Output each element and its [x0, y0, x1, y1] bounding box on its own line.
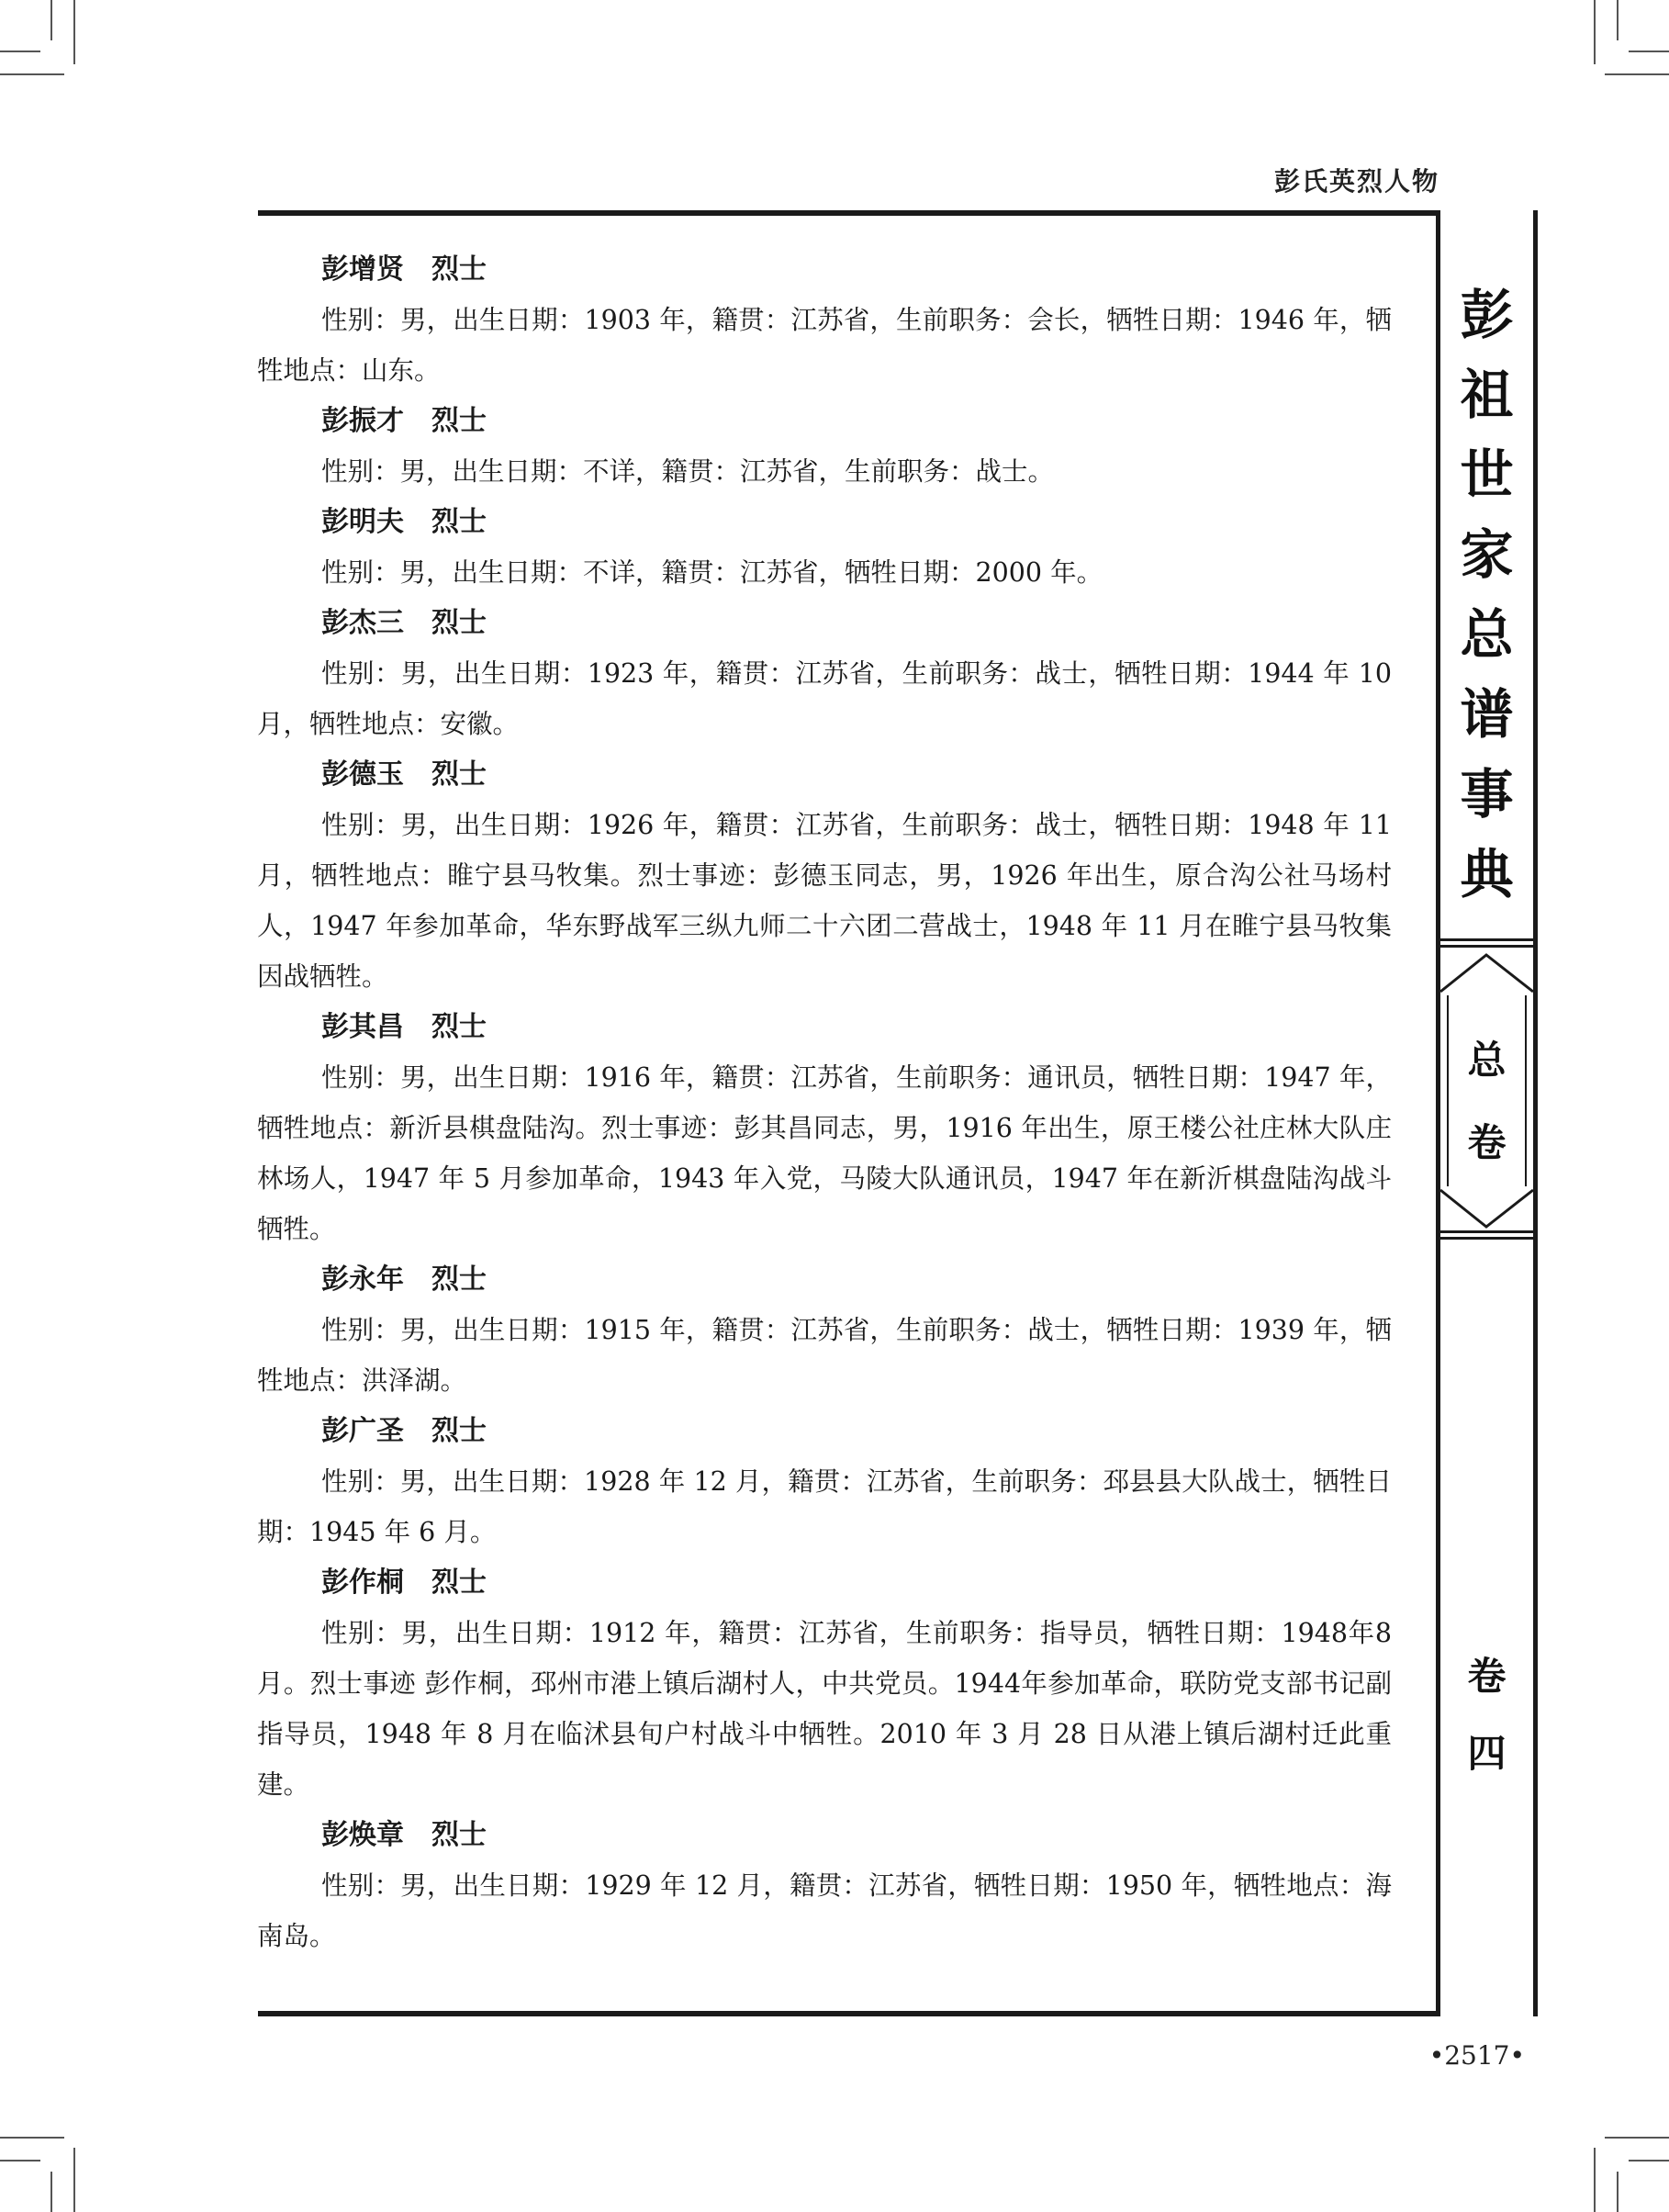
entry [257, 598, 1392, 749]
book-title-char: 彭 [1460, 284, 1514, 346]
book-title-char: 谱 [1460, 683, 1514, 746]
entries-list [257, 244, 1392, 1961]
entry [257, 244, 1392, 396]
crop-mark [1629, 51, 1669, 52]
sidebar-separator [1440, 945, 1533, 948]
top-rule [258, 210, 1438, 216]
entry-body: 性别：男，出生日期：1903 年，籍贯：江苏省，生前职务：会长，牺牲日期：1946 年，牺牲地点：山东。 [257, 305, 1392, 386]
book-title-char: 事 [1460, 763, 1514, 825]
crop-mark [50, 2172, 52, 2212]
entry-name: 彭广圣 烈士 [321, 1415, 487, 1447]
crop-mark [1594, 2148, 1596, 2212]
entry-body: 性别：男，出生日期：1923 年，籍贯：江苏省，生前职务：战士，牺牲日期：1944 年 10 月，牺牲地点：安徽。 [257, 658, 1392, 739]
sidebar-border-right [1533, 210, 1538, 2016]
volume-char: 卷 [1467, 1654, 1507, 1699]
entry-name: 彭永年 烈士 [321, 1263, 487, 1296]
section-label [1440, 1019, 1533, 1185]
entry-body: 性别：男，出生日期：1928 年 12 月，籍贯：江苏省，生前职务：邳县县大队战士，牺牲日期：1945 年 6 月。 [257, 1466, 1392, 1547]
entry [257, 1002, 1392, 1254]
entry [257, 1557, 1392, 1810]
entry-name: 彭杰三 烈士 [321, 607, 487, 639]
entry-body: 性别：男，出生日期：1916 年，籍贯：江苏省，生前职务：通讯员，牺牲日期：1947 年，牺牲地点：新沂县棋盘陆沟。烈士事迹：彭其昌同志，男，1916 年出生，原王楼公社庄林大队庄林场人，1947 年 5 月参加革命，1943 年入党，马陵大队通讯员，1947 年在新沂棋盘陆沟战斗牺牲。 [257, 1062, 1392, 1244]
entry-name: 彭焕章 烈士 [321, 1819, 487, 1851]
crop-mark [0, 73, 64, 75]
bottom-rule [258, 2011, 1438, 2016]
sidebar-separator [1440, 1237, 1533, 1240]
entry [257, 749, 1392, 1002]
entry [257, 1810, 1392, 1961]
entry-body: 性别：男，出生日期：不详，籍贯：江苏省，牺牲日期：2000 年。 [321, 557, 1103, 588]
entry-body: 性别：男，出生日期：1915 年，籍贯：江苏省，生前职务：战士，牺牲日期：1939 年，牺牲地点：洪泽湖。 [257, 1315, 1392, 1396]
entry-name: 彭明夫 烈士 [321, 506, 487, 538]
section-char: 卷 [1467, 1120, 1507, 1165]
entry-name: 彭增贤 烈士 [321, 253, 487, 286]
crop-mark [1617, 2172, 1619, 2212]
entry [257, 497, 1392, 598]
crop-mark [0, 2137, 64, 2139]
crop-mark [0, 2160, 40, 2161]
entry-name: 彭作桐 烈士 [321, 1566, 487, 1599]
entry-body: 性别：男，出生日期：1912 年，籍贯：江苏省，生前职务：指导员，牺牲日期：1948年8月。烈士事迹 彭作桐，邳州市港上镇后湖村人，中共党员。1944年参加革命，联防党支部书记副指导员，1948 年 8 月在临沭县旬户村战斗中牺牲。2010 年 3 月 28 日从港上镇后湖村迁此重建。 [257, 1618, 1392, 1800]
crop-mark [1605, 73, 1669, 75]
crop-mark [0, 51, 40, 52]
crop-mark [1617, 0, 1619, 40]
entry-body: 性别：男，出生日期：不详，籍贯：江苏省，生前职务：战士。 [321, 456, 1055, 487]
entry-body: 性别：男，出生日期：1926 年，籍贯：江苏省，生前职务：战士，牺牲日期：1948 年 11 月，牺牲地点：睢宁县马牧集。烈士事迹：彭德玉同志，男，1926 年出生，原合沟公社马场村人，1947 年参加革命，华东野战军三纵九师二十六团二营战士，1948 年 11 月在睢宁县马牧集因战牺牲。 [257, 810, 1392, 992]
crop-mark [73, 0, 75, 64]
entry [257, 1254, 1392, 1406]
book-title-char: 总 [1460, 603, 1514, 666]
volume-char: 四 [1467, 1731, 1507, 1776]
crop-mark [1605, 2137, 1669, 2139]
entry [257, 1406, 1392, 1557]
crop-mark [50, 0, 52, 40]
sidebar-book-title [1440, 275, 1533, 915]
crop-mark [1629, 2160, 1669, 2161]
page-number: •2517• [1428, 2040, 1525, 2071]
book-title-char: 祖 [1460, 364, 1514, 426]
crop-mark [1594, 0, 1596, 64]
book-title-char: 家 [1460, 523, 1514, 586]
sidebar-separator [1440, 938, 1533, 941]
book-title-char: 世 [1460, 444, 1514, 506]
entry-name: 彭德玉 烈士 [321, 758, 487, 791]
entry-body: 性别：男，出生日期：1929 年 12 月，籍贯：江苏省，牺牲日期：1950 年，牺牲地点：海南岛。 [257, 1870, 1392, 1951]
entry-name: 彭振才 烈士 [321, 405, 487, 437]
volume-label [1440, 1638, 1533, 1792]
sidebar-separator [1440, 1230, 1533, 1233]
book-title-char: 典 [1460, 843, 1514, 905]
entry-name: 彭其昌 烈士 [321, 1011, 487, 1043]
section-char: 总 [1467, 1038, 1507, 1083]
running-head: 彭氏英烈人物 [1273, 166, 1439, 196]
crop-mark [73, 2148, 75, 2212]
entry [257, 396, 1392, 497]
